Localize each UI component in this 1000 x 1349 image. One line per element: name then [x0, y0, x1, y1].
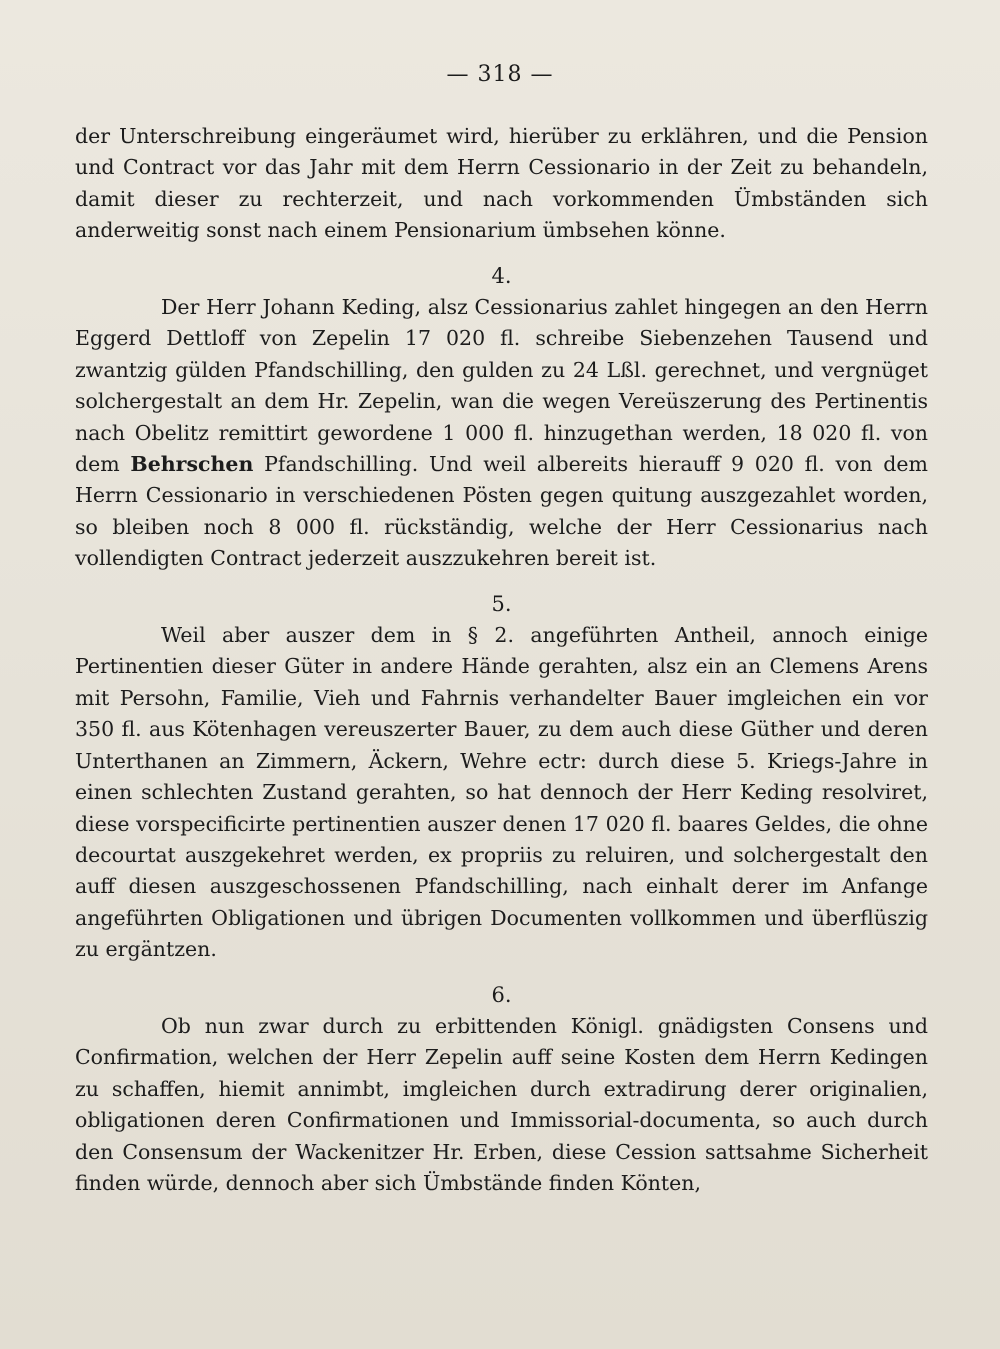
section-heading-4: 4. — [491, 263, 512, 288]
page-number: — 318 — — [446, 62, 554, 87]
paragraph-section-4-text-a: Der Herr Johann Keding, alsz Cessionarius zahlet hingegen an den Herrn Eggerd Dettloff von Zepelin 17 020 fl. schreibe Siebenzehen Tausend und zwantzig gülden Pfandschilling, den gulden zu 24 Lßl. gerechnet, und vergnüget solchergestalt an dem Hr. Zepelin, wan die wegen Vereüszerung des Pertinentis nach Obelitz remittirt gewordene 1 000 fl. hinzugethan werden, 18 020 fl. von dem — [75, 295, 928, 477]
section-heading-6: 6. — [491, 982, 512, 1007]
behrschen-emphasis: Behrschen — [130, 452, 254, 477]
paragraph-section-4-text-b: Pfandschilling. Und weil albereits hierauff 9 020 fl. von dem Herrn Cessionario in verschiedenen Pösten gegen quitung auszgezahlet worden, so bleiben noch 8 000 fl. rückständig, welche der Herr Cessionarius nach vollendigten Contract jederzeit auszzukehren bereit ist. — [75, 452, 928, 571]
section-heading-5: 5. — [491, 591, 512, 616]
paragraph-section-5: Weil aber auszer dem in § 2. angeführten Antheil, annoch einige Pertinentien dieser Güter in andere Hände gerahten, alsz ein an Clemens Arens mit Persohn, Familie, Vieh und Fahrnis verhandelter Bauer imgleichen ein vor 350 fl. aus Kötenhagen vereuszerter Bauer, zu dem auch diese Güther und deren Unterthanen an Zimmern, Äckern, Wehre ectr: durch diese 5. Kriegs-Jahre in einen schlechten Zustand gerahten, so hat dennoch der Herr Keding resolviret, diese vorspecificirte pertinentien auszer denen 17 020 fl. baares Geldes, die ohne decourtat auszgekehret werden, ex propriis zu reluiren, und solchergestalt den auff diesen auszgeschossenen Pfandschilling, nach einhalt derer im Anfange angeführten Obligationen und übrigen Documenten vollkommen und überflüszig zu ergäntzen. — [75, 623, 928, 962]
paragraph-section-6: Ob nun zwar durch zu erbittenden Königl. gnädigsten Consens und Confirmation, welchen der Herr Zepelin auff seine Kosten dem Herrn Kedingen zu schaffen, hiemit annimbt, imgleichen durch extradirung derer originalien, obligationen deren Confirmationen und Immissorial-documenta, so auch durch den Consensum der Wackenitzer Hr. Erben, diese Cession sattsahme Sicherheit finden würde, dennoch aber sich Ümbstände finden Könten, — [75, 1013, 928, 1195]
document-body — [75, 121, 928, 1199]
paragraph-section-4 — [75, 292, 928, 575]
paragraph-intro: der Unterschreibung eingeräumet wird, hierüber zu erklähren, und die Pension und Contract vor das Jahr mit dem Herrn Cessionario in der Zeit zu behandeln, damit dieser zu rechterzeit, und nach vorkommenden Ümbständen sich anderweitig sonst nach einem Pensionarium ümbsehen könne. — [75, 124, 928, 243]
